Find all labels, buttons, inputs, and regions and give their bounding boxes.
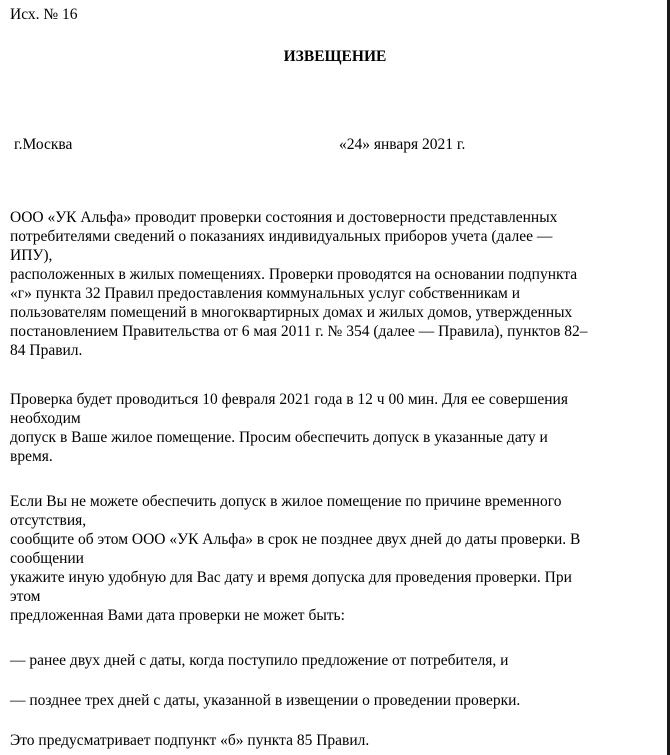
text-line: постановлением Правительства от 6 мая 2011 г. № 354 (далее — Правила), пунктов 82–	[10, 323, 588, 340]
text-line: отсутствия,	[10, 512, 87, 529]
text-line: Если Вы не можете обеспечить допуск в жилое помещение по причине временного	[10, 493, 562, 510]
text-line: сообщении	[10, 550, 84, 567]
bullet-item-earliest: — ранее двух дней с даты, когда поступило предложение от потребителя, и	[10, 652, 509, 669]
text-line: сообщите об этом ООО «УК Альфа» в срок не позднее двух дней до даты проверки. В	[10, 531, 581, 548]
text-line: время.	[10, 448, 53, 465]
text-line: расположенных в жилых помещениях. Проверки проводятся на основании подпункта	[10, 266, 578, 283]
text-line: потребителями сведений о показаниях индивидуальных приборов учета (далее —	[10, 228, 553, 245]
text-line: ИПУ),	[10, 247, 53, 264]
text-line: этом	[10, 588, 41, 605]
paragraph-inspection-date	[10, 390, 568, 466]
paragraph-access-request	[10, 492, 580, 625]
closing-note: Это предусматривает подпункт «б» пункта 85 Правил.	[10, 732, 370, 749]
bullet-item-latest: — позднее трех дней с даты, указанной в извещении о проведении проверки.	[10, 692, 521, 709]
text-line: ООО «УК Альфа» проводит проверки состояния и достоверности представленных	[10, 209, 558, 226]
outgoing-number: Исх. № 16	[10, 6, 78, 23]
document-title: ИЗВЕЩЕНИЕ	[283, 48, 387, 65]
text-line: необходим	[10, 410, 81, 427]
text-line: Проверка будет проводиться 10 февраля 2021 года в 12 ч 00 мин. Для ее совершения	[10, 391, 568, 408]
text-line: 84 Правил.	[10, 342, 83, 359]
document-date: «24» января 2021 г.	[339, 136, 466, 153]
paragraph-inspection-basis	[10, 208, 588, 360]
text-line: предложенная Вами дата проверки не может быть:	[10, 607, 345, 624]
text-line: пользователям помещений в многоквартирных домах и жилых домов, утвержденных	[10, 304, 573, 321]
text-line: допуск в Ваше жилое помещение. Просим обеспечить допуск в указанные дату и	[10, 429, 548, 446]
text-line: укажите иную удобную для Вас дату и время допуска для проведения проверки. При	[10, 569, 572, 586]
city: г.Москва	[14, 136, 73, 153]
text-line: «г» пункта 32 Правил предоставления коммунальных услуг собственникам и	[10, 285, 521, 302]
